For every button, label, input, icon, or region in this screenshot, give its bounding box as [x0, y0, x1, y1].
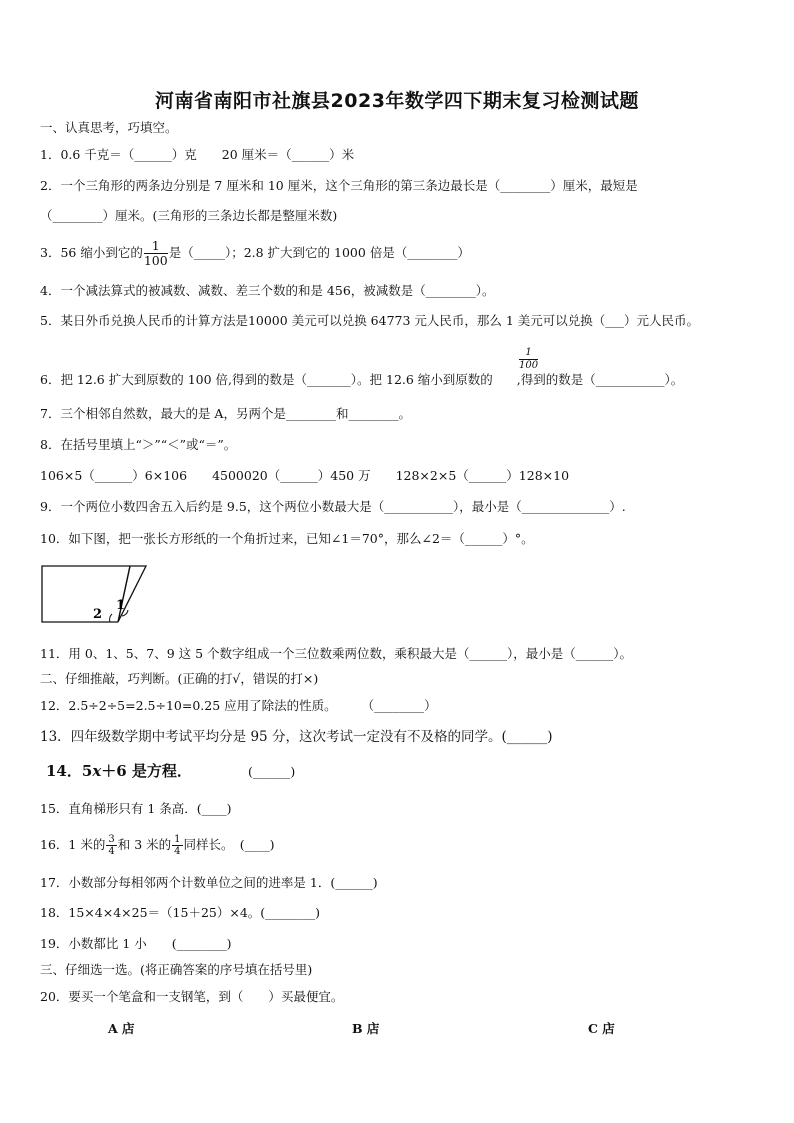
question-2-line-2: （________）厘米。(三角形的三条边长都是整厘米数)	[40, 208, 338, 223]
question-2-line-1: 2．一个三角形的两条边分别是 7 厘米和 10 厘米，这个三角形的第三条边最长是（________）厘米，最短是	[40, 178, 638, 193]
fraction-denominator: 100	[143, 253, 168, 268]
question-17: 17．小数部分每相邻两个计数单位之间的进率是 1．(______)	[40, 875, 378, 890]
page-title: 河南省南阳市社旗县2023年数学四下期末复习检测试题	[155, 90, 639, 112]
question-3	[40, 238, 470, 268]
variable-x: x	[92, 762, 102, 780]
shop-a-label: A 店	[108, 1021, 135, 1036]
fraction-one-quarter	[172, 834, 182, 857]
question-20: 20．要买一个笔盒和一支钢笔，到（ ）买最便宜。	[40, 989, 344, 1004]
fraction-numerator: 1	[144, 239, 168, 254]
question-10: 10．如下图，把一张长方形纸的一个角折过来，已知∠1＝70°，那么∠2＝（______）°。	[40, 531, 534, 546]
question-15: 15．直角梯形只有 1 条高．(____)	[40, 801, 232, 816]
fraction-numerator: 3	[108, 834, 115, 845]
question-8-comparisons: 106×5（______）6×106 4500020（______）450 万 128×2×5（______）128×10	[40, 468, 570, 483]
question-16-text-mid: 和 3 米的	[117, 837, 172, 852]
question-19: 19．小数都比 1 小 (________)	[40, 936, 232, 951]
question-6-text-pre: 6．把 12.6 扩大到原数的 100 倍,得到的数是（_______）。把 12.6 缩小到原数的	[40, 372, 493, 387]
section-1-heading: 一、认真思考，巧填空。	[40, 120, 178, 135]
fraction-denominator: 4	[108, 846, 115, 857]
fraction-three-quarters	[106, 834, 116, 857]
question-13: 13．四年级数学期中考试平均分是 95 分，这次考试一定没有不及格的同学。(______)	[40, 729, 553, 745]
question-14-answer-blank: (______)	[247, 764, 296, 779]
question-12: 12．2.5÷2÷5=2.5÷10=0.25 应用了除法的性质。 （________）	[40, 698, 437, 713]
question-9: 9．一个两位小数四舍五入后约是 9.5，这个两位小数最大是（___________），最小是（______________）.	[40, 499, 626, 514]
shop-b-label: B 店	[352, 1021, 380, 1036]
question-16-text-pre: 16．1 米的	[40, 837, 106, 852]
question-14-text-pre: 14．5	[46, 762, 93, 780]
question-6-text-post: ,得到的数是（___________）。	[516, 372, 684, 387]
angle-2-label: 2	[93, 607, 103, 622]
question-1: 1．0.6 千克＝（______）克 20 厘米＝（______）米	[40, 147, 355, 162]
question-16	[40, 830, 275, 860]
fraction-numerator: 1	[519, 347, 538, 360]
question-4: 4．一个减法算式的被减数、减数、差三个数的和是 456，被减数是（________）。	[40, 283, 495, 298]
section-2-heading: 二、仔细推敲，巧判断。(正确的打√，错误的打×)	[40, 671, 319, 686]
question-6	[40, 371, 683, 389]
question-11: 11．用 0、1、5、7、9 这 5 个数字组成一个三位数乘两位数，乘积最大是（______），最小是（______）。	[40, 646, 633, 661]
question-6-fraction	[519, 347, 538, 372]
question-14	[46, 762, 295, 781]
question-5: 5．某日外币兑换人民币的计算方法是10000 美元可以兑换 64773 元人民币，那么 1 美元可以兑换（___）元人民币。	[40, 313, 700, 328]
fraction-numerator: 1	[174, 834, 181, 845]
question-3-text-post: 是（_____）；2.8 扩大到它的 1000 倍是（________）	[168, 245, 470, 260]
question-3-fraction	[144, 239, 168, 268]
question-7: 7．三个相邻自然数，最大的是 A，另两个是________和________。	[40, 406, 411, 421]
question-14-text-post: ＋6 是方程．	[101, 762, 192, 780]
section-3-heading: 三、仔细选一选。(将正确答案的序号填在括号里)	[40, 962, 313, 977]
question-8: 8．在括号里填上“＞”“＜”或“＝”。	[40, 437, 237, 452]
fraction-denominator: 4	[174, 846, 181, 857]
question-16-text-post: 同样长。 (____)	[183, 837, 275, 852]
question-18: 18．15×4×4×25＝（15＋25）×4。(________)	[40, 905, 321, 920]
shop-c-label: C 店	[588, 1021, 615, 1036]
fraction-denominator: 100	[519, 360, 539, 371]
angle-1-label: 1	[116, 598, 126, 613]
folded-rectangle-diagram	[40, 560, 152, 628]
question-3-text-pre: 3．56 缩小到它的	[40, 245, 143, 260]
